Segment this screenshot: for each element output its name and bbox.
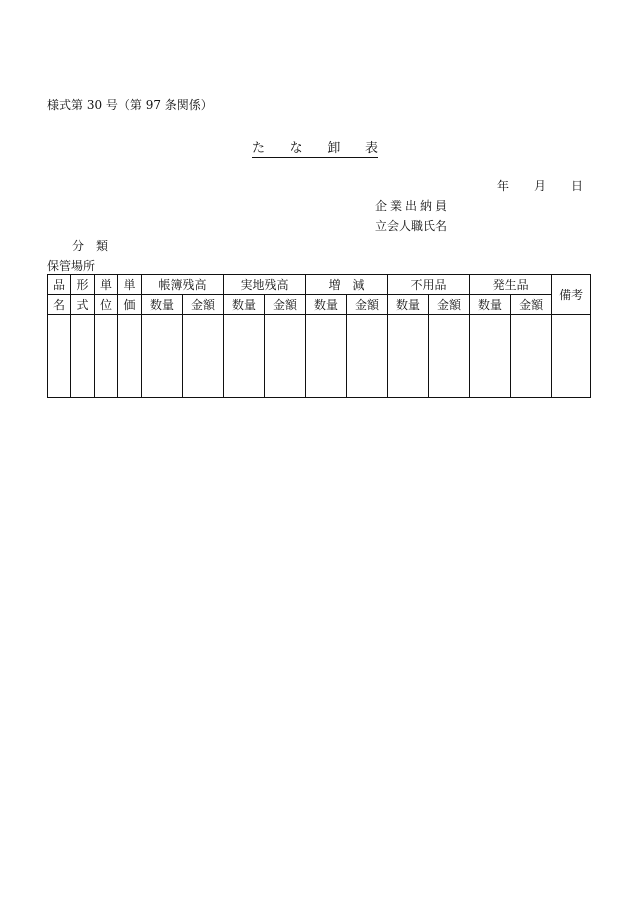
date-year-label: 年 <box>497 179 510 193</box>
category-label <box>72 237 108 254</box>
actual-balance-header: 実地残高 <box>224 275 306 295</box>
title-char: な <box>289 141 303 156</box>
change-quantity-cell <box>306 315 347 398</box>
remarks-cell <box>552 315 591 398</box>
book-amount-cell <box>183 315 224 398</box>
item-name-header-bottom: 名 <box>48 295 71 315</box>
book-quantity-header: 数量 <box>142 295 183 315</box>
unused-quantity-header: 数量 <box>388 295 429 315</box>
unit-cell <box>95 315 118 398</box>
clerk-char: 員 <box>434 199 447 213</box>
book-balance-header: 帳簿残高 <box>142 275 224 295</box>
actual-amount-header: 金額 <box>265 295 306 315</box>
clerk-char: 出 <box>404 199 417 213</box>
book-quantity-cell <box>142 315 183 398</box>
clerk-label <box>375 197 447 214</box>
unit-price-header-top: 単 <box>118 275 142 295</box>
clerk-char: 業 <box>389 199 402 213</box>
change-quantity-header: 数量 <box>306 295 347 315</box>
storage-location-label: 保管場所 <box>47 259 96 273</box>
generated-goods-header: 発生品 <box>470 275 552 295</box>
unit-price-header-bottom: 価 <box>118 295 142 315</box>
book-amount-header: 金額 <box>183 295 224 315</box>
item-name-cell <box>48 315 71 398</box>
form-number: 様式第 30 号（第 97 条関係） <box>47 98 213 112</box>
generated-quantity-cell <box>470 315 511 398</box>
title-char: た <box>252 141 266 156</box>
date-month-label: 月 <box>533 179 546 193</box>
title-char: 卸 <box>327 141 341 156</box>
unused-amount-header: 金額 <box>429 295 470 315</box>
change-amount-header: 金額 <box>347 295 388 315</box>
clerk-char: 納 <box>419 199 432 213</box>
witness-label: 立会人職氏名 <box>375 219 448 233</box>
unused-amount-cell <box>429 315 470 398</box>
unit-header-top: 単 <box>95 275 118 295</box>
actual-quantity-cell <box>224 315 265 398</box>
remarks-header: 備考 <box>552 275 591 315</box>
unused-goods-header: 不用品 <box>388 275 470 295</box>
generated-amount-header: 金額 <box>511 295 552 315</box>
clerk-char: 企 <box>375 199 388 213</box>
document-title <box>252 137 378 158</box>
date-line <box>497 177 583 194</box>
type-header-top: 形 <box>71 275 95 295</box>
type-header-bottom: 式 <box>71 295 95 315</box>
date-day-label: 日 <box>570 179 583 193</box>
generated-quantity-header: 数量 <box>470 295 511 315</box>
actual-quantity-header: 数量 <box>224 295 265 315</box>
title-char: 表 <box>364 141 378 156</box>
actual-amount-cell <box>265 315 306 398</box>
item-name-header-top: 品 <box>48 275 71 295</box>
generated-amount-cell <box>511 315 552 398</box>
change-amount-cell <box>347 315 388 398</box>
unit-header-bottom: 位 <box>95 295 118 315</box>
increase-decrease-header: 増 減 <box>306 275 388 295</box>
category-char: 分 <box>72 239 85 253</box>
type-cell <box>71 315 95 398</box>
unused-quantity-cell <box>388 315 429 398</box>
category-char: 類 <box>95 239 108 253</box>
unit-price-cell <box>118 315 142 398</box>
table-row <box>48 315 591 398</box>
inventory-table <box>47 274 591 398</box>
